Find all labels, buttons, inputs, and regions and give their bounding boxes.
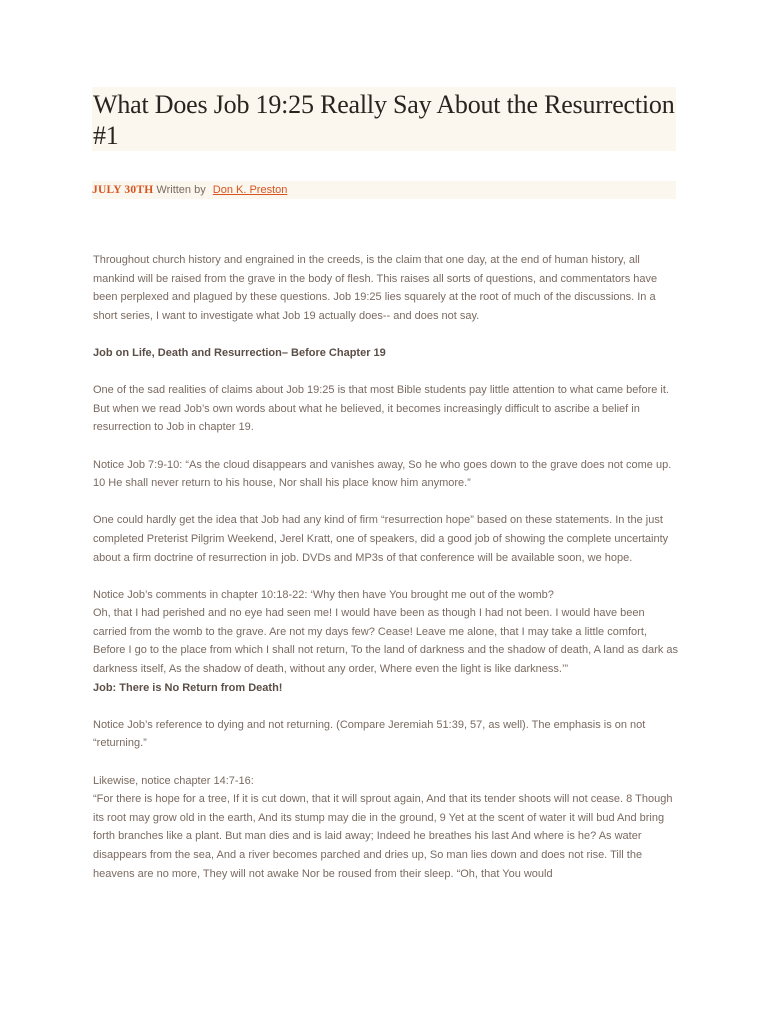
paragraph-intro: Throughout church history and engrained in the creeds, is the claim that one day, at the end of human history, all mankind will be raised from the grave in the body of flesh. This raises all sorts of questions, and commentators have been perplexed and plagued by these questions. Job 19:25 lies squarely at the root of much of the discussions. In a short series, I want to investigate what Job 19 actually does-- and does not say.: [93, 254, 658, 322]
paragraph-job-10-quote: Oh, that I had perished and no eye had seen me! I would have been as though I had not been. I would have been carried from the womb to the grave. Are not my days few? Cease! Leave me alone, that I may take a little comfort, Before I go to the place from which I shall not return, To the land of darkness and the shadow of death, A land as dark as darkness itself, As the shadow of death, without any order, Where even the light is like darkness.’”: [93, 607, 678, 676]
paragraph-not-returning: Notice Job’s reference to dying and not returning. (Compare Jeremiah 51:39, 57, as well). The emphasis is on not “returning.”: [93, 718, 646, 750]
section-heading-no-return: Job: There is No Return from Death!: [93, 681, 283, 694]
article-title: What Does Job 19:25 Really Say About the Resurrection #1: [93, 90, 675, 150]
paragraph-job-14-intro: Likewise, notice chapter 14:7-16:: [93, 774, 254, 787]
written-by-label: Written by: [156, 184, 206, 196]
paragraph-sad-realities: One of the sad realities of claims about Job 19:25 is that most Bible students pay little attention to what came before it. But when we read Job’s own words about what he believed, it becomes increasingly difficult to ascribe a belief in resurrection to Job in chapter 19.: [93, 384, 669, 434]
paragraph-job-7: Notice Job 7:9-10: “As the cloud disappears and vanishes away, So he who goes down to the grave does not come up. 10 He shall never return to his house, Nor shall his place know him anymore.”: [93, 458, 672, 490]
title-block: [92, 87, 676, 151]
article-body: [93, 251, 678, 883]
author-link[interactable]: Don K. Preston: [212, 184, 288, 196]
paragraph-job-10-intro: Notice Job’s comments in chapter 10:18-22: ‘Why then have You brought me out of the womb?: [93, 588, 554, 601]
section-heading-before-chapter-19: Job on Life, Death and Resurrection– Before Chapter 19: [93, 346, 386, 359]
byline: [92, 181, 676, 199]
post-date: JULY 30TH: [92, 184, 154, 196]
paragraph-resurrection-hope: One could hardly get the idea that Job had any kind of firm “resurrection hope” based on these statements. In the just completed Preterist Pilgrim Weekend, Jerel Kratt, one of speakers, did a good job of showing the complete uncertainty about a firm doctrine of resurrection in job. DVDs and MP3s of that conference will be available soon, we hope.: [93, 514, 669, 564]
paragraph-job-14-quote: “For there is hope for a tree, If it is cut down, that it will sprout again, And that its tender shoots will not cease. 8 Though its root may grow old in the earth, And its stump may die in the ground, 9 Yet at the scent of water it will bud And bring forth branches like a plant. But man dies and is laid away; Indeed he breathes his last And where is he? As water disappears from the sea, And a river becomes parched and dries up, So man lies down and does not rise. Till the heavens are no more, They will not awake Nor be roused from their sleep. “Oh, that You would: [93, 793, 673, 880]
